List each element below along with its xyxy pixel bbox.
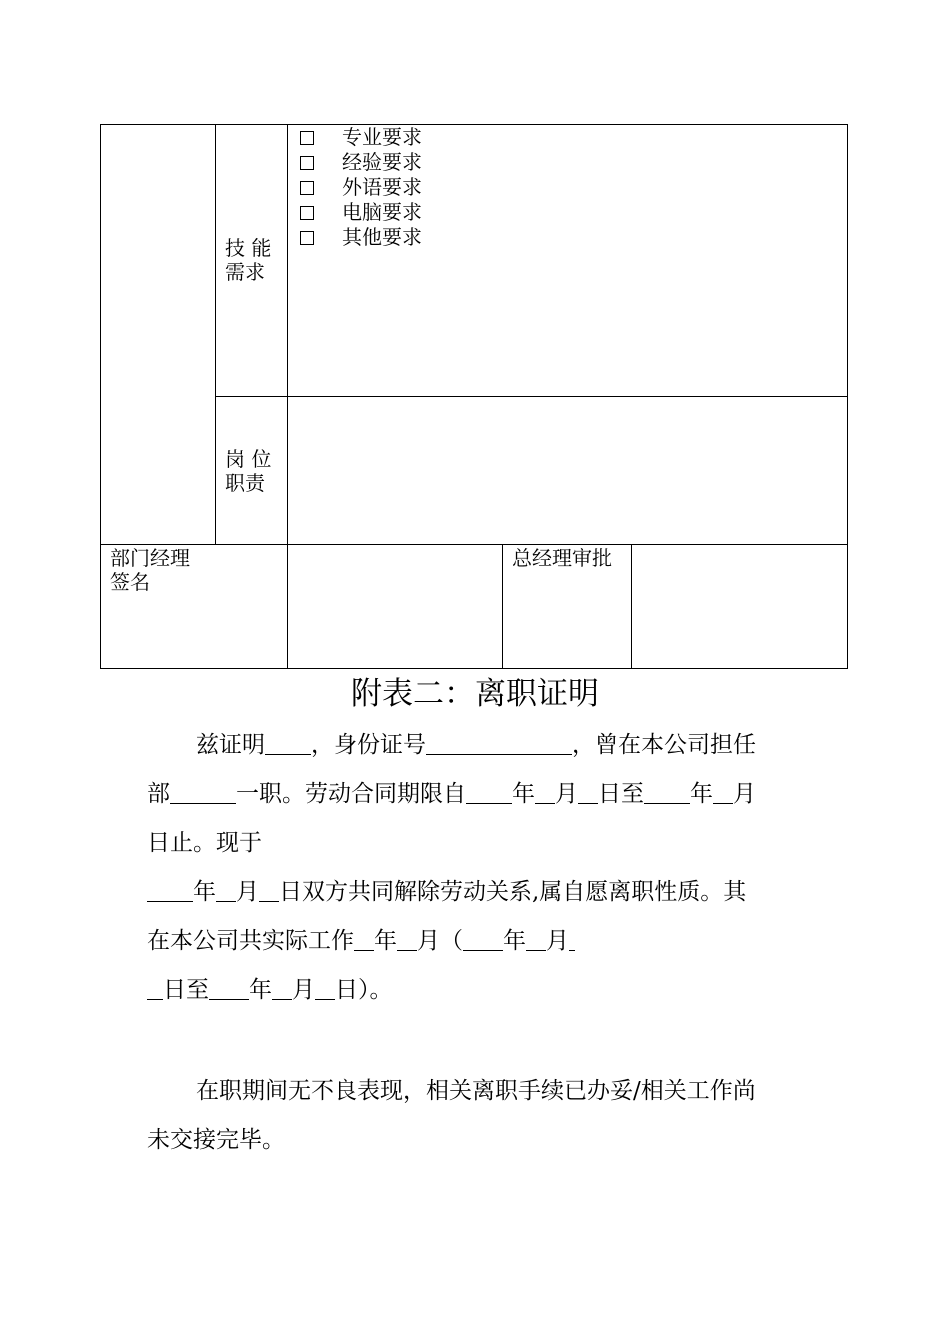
cert-text: 月	[733, 781, 756, 807]
cert-text: 年	[374, 928, 397, 954]
cert-text: 兹证明	[196, 732, 265, 758]
checkbox[interactable]	[300, 131, 314, 145]
checkbox-row-experience[interactable]	[298, 150, 422, 175]
cert-text: ，身份证号	[311, 732, 426, 758]
cert-text: 在本公司共实际工作	[147, 928, 354, 954]
checkbox-row-computer[interactable]	[298, 200, 422, 225]
blank-name[interactable]	[265, 728, 311, 755]
blank-period-end-year[interactable]	[209, 973, 249, 1000]
blank-worked-months[interactable]	[397, 924, 417, 951]
blank-period-start-day[interactable]	[147, 973, 163, 1000]
skills-label	[225, 236, 271, 284]
cert-p2-line-2	[147, 1116, 807, 1165]
blank-release-year[interactable]	[147, 875, 193, 902]
blank-end-year[interactable]	[644, 777, 690, 804]
cert-text: 年	[512, 781, 535, 807]
checkbox[interactable]	[300, 156, 314, 170]
checkbox-row-major[interactable]	[298, 125, 422, 150]
cert-text: 月	[236, 879, 259, 905]
duty-label-line1: 岗 位	[225, 447, 272, 471]
blank-period-start-month[interactable]	[526, 924, 546, 951]
cert-text: 日至	[163, 977, 209, 1003]
duty-label	[225, 447, 271, 495]
blank-release-month[interactable]	[216, 875, 236, 902]
checkbox-label: 其他要求	[342, 225, 422, 249]
cert-text: 日）。	[335, 977, 393, 1003]
cert-text: 年	[690, 781, 713, 807]
checkbox[interactable]	[300, 181, 314, 195]
cert-text: 在职期间无不良表现，相关离职手续已办妥/相关工作尚	[196, 1078, 756, 1104]
blank-start-day[interactable]	[578, 777, 598, 804]
checkbox-label: 电脑要求	[342, 200, 422, 224]
skills-label-line2: 需求	[225, 260, 265, 284]
duty-label-line2: 职责	[225, 471, 265, 495]
table-border-left	[100, 124, 101, 669]
duty-content-cell[interactable]	[288, 397, 847, 544]
skills-label-line1: 技 能	[225, 236, 272, 260]
cert-text: 年	[249, 977, 272, 1003]
blank-start-month[interactable]	[535, 777, 555, 804]
blank-id-number[interactable]	[426, 728, 572, 755]
table-border-bottom	[100, 668, 848, 669]
table-divider-col1	[215, 124, 216, 545]
checkbox[interactable]	[300, 231, 314, 245]
dept-manager-signature-cell[interactable]	[288, 545, 502, 668]
skills-checkbox-list	[298, 125, 422, 250]
blank-period-end-month[interactable]	[272, 973, 292, 1000]
blank-end-month[interactable]	[713, 777, 733, 804]
blank-period-end-day[interactable]	[315, 973, 335, 1000]
cert-text: 月	[555, 781, 578, 807]
checkbox-label: 专业要求	[342, 125, 422, 149]
cert-text: 日双方共同解除劳动关系,属自愿离职性质。其	[279, 879, 747, 905]
blank-start-year[interactable]	[466, 777, 512, 804]
dept-manager-label	[110, 546, 190, 594]
blank-period-start-day-tail[interactable]	[569, 924, 575, 951]
cert-line-1	[196, 721, 856, 770]
dept-manager-label-line2: 签名	[110, 570, 150, 594]
table-border-right	[847, 124, 848, 669]
cert-line-2	[147, 770, 807, 819]
cert-text: 部	[147, 781, 170, 807]
cert-line-6	[147, 966, 807, 1015]
cert-text: 年	[193, 879, 216, 905]
cert-p2-line-1	[196, 1067, 856, 1116]
cert-text: 未交接完毕。	[147, 1127, 285, 1153]
checkbox-row-other[interactable]	[298, 225, 422, 250]
table-divider-col3	[502, 544, 503, 669]
table-border-top	[100, 124, 848, 125]
gm-approval-cell[interactable]	[632, 545, 847, 668]
certificate-title: 附表二：离职证明	[351, 676, 599, 712]
blank-release-day[interactable]	[259, 875, 279, 902]
cert-text: 日至	[598, 781, 644, 807]
checkbox-label: 经验要求	[342, 150, 422, 174]
dept-manager-label-line1: 部门经理	[110, 546, 190, 570]
cert-text: 年	[503, 928, 526, 954]
cert-line-5	[147, 917, 807, 966]
cert-text: 日止。现于	[147, 830, 262, 856]
checkbox-label: 外语要求	[342, 175, 422, 199]
gm-approval-label: 总经理审批	[512, 546, 612, 570]
cert-text: 月	[292, 977, 315, 1003]
cert-line-3	[147, 819, 807, 868]
blank-period-start-year[interactable]	[463, 924, 503, 951]
cert-text: 一职。劳动合同期限自	[236, 781, 466, 807]
cert-text: ，曾在本公司担任	[572, 732, 756, 758]
cert-line-4	[147, 868, 807, 917]
blank-worked-years[interactable]	[354, 924, 374, 951]
checkbox-row-language[interactable]	[298, 175, 422, 200]
cert-text: 月（	[417, 928, 463, 954]
blank-department[interactable]	[170, 777, 236, 804]
cert-text: 月	[546, 928, 569, 954]
checkbox[interactable]	[300, 206, 314, 220]
